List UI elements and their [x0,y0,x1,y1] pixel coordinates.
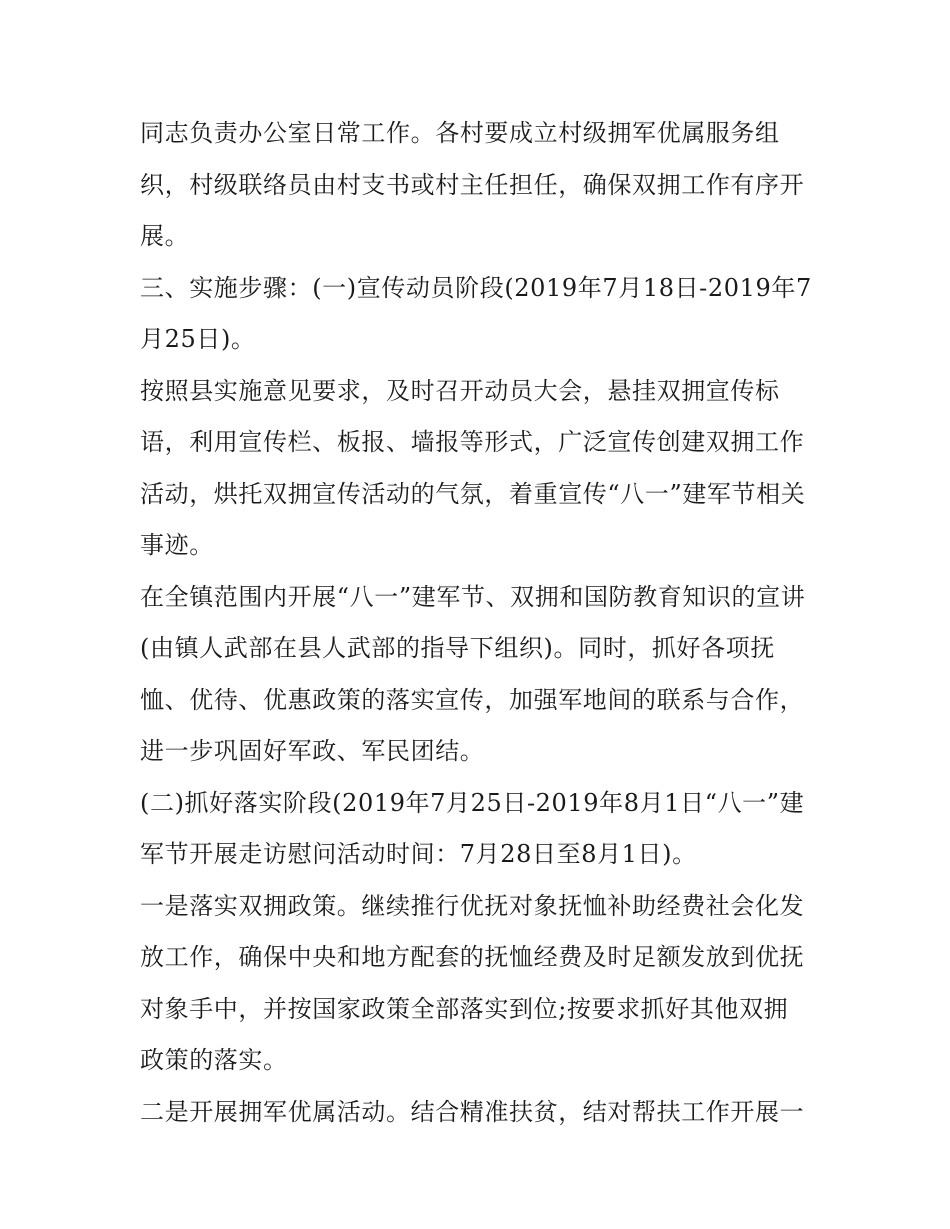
text-line: 政策的落实。 [140,1046,288,1074]
document-body [140,108,812,1138]
text-line: 放工作，确保中央和地方配套的抚恤经费及时足额发放到优抚 [140,943,805,971]
text-line: 在全镇范围内开展“八一”建军节、双拥和国防教育知识的宣讲 [140,582,806,611]
text-line: 展。 [140,222,190,250]
text-line: 活动，烘托双拥宣传活动的气氛，着重宣传“八一”建军节相关 [140,479,806,508]
text-line: 月25日)。 [140,325,256,353]
text-line: 事迹。 [140,531,214,559]
text-line: 同志负责办公室日常工作。各村要成立村级拥军优属服务组 [140,119,780,147]
section-heading-line: 三、实施步骤：(一)宣传动员阶段(2019年7月18日-2019年7 [140,273,812,302]
text-line: 恤、优待、优惠政策的落实宣传，加强军地间的联系与合作， [140,685,805,714]
text-line: 按照县实施意见要求，及时召开动员大会，悬挂双拥宣传标 [140,376,780,405]
text-line: 语，利用宣传栏、板报、墙报等形式，广泛宣传创建双拥工作 [140,428,805,456]
text-line: 二是开展拥军优属活动。结合精准扶贫，结对帮扶工作开展一 [140,1097,805,1126]
text-line: 一是落实双拥政策。继续推行优抚对象抚恤补助经费社会化发 [140,891,805,920]
text-line: 军节开展走访慰问活动时间：7月28日至8月1日)。 [140,840,697,868]
section-heading-line: (二)抓好落实阶段(2019年7月25日-2019年8月1日“八一”建 [140,788,805,817]
text-line: 织，村级联络员由村支书或村主任担任，确保双拥工作有序开 [140,170,805,199]
text-line: 对象手中，并按国家政策全部落实到位;按要求抓好其他双拥 [140,994,789,1023]
text-line: (由镇人武部在县人武部的指导下组织)。同时，抓好各项抚 [140,634,775,662]
text-line: 进一步巩固好军政、军民团结。 [140,737,485,765]
